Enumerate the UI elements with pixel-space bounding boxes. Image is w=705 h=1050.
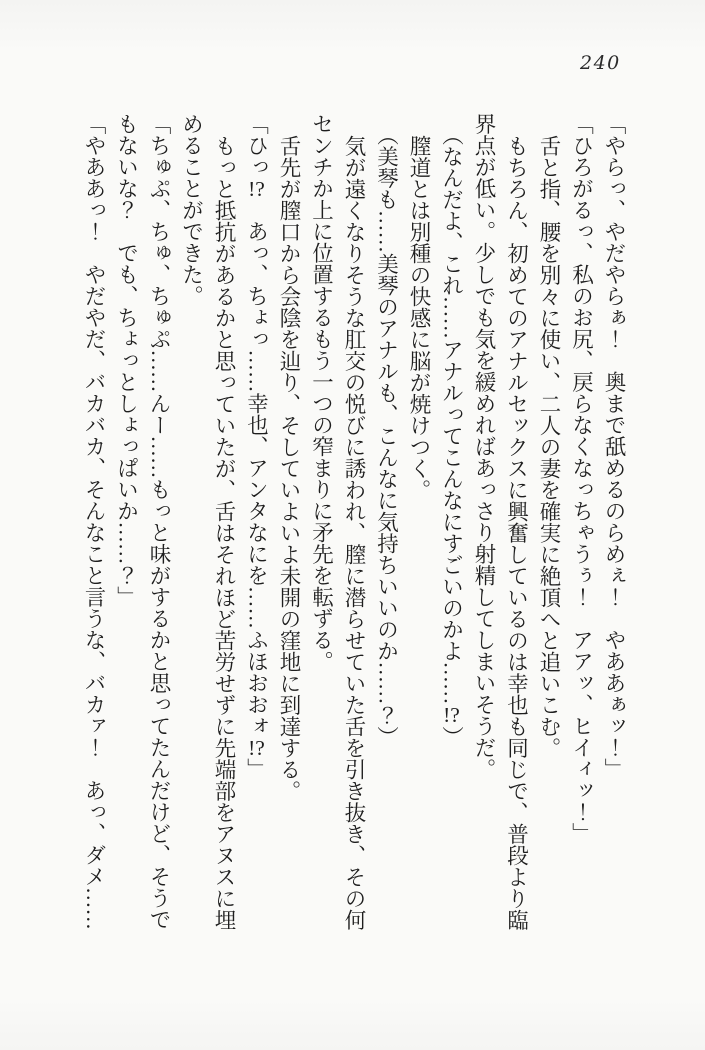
page-number: 240: [580, 52, 621, 74]
text-line: もちろん、初めてのアナルセックスに興奮しているのは幸也も同じで、普段より臨界点が低い。少しでも気を緩めればあっさり射精してしまいそうだ。: [472, 113, 529, 930]
text-line: 「ひろがるっ、私のお尻、戻らなくなっちゃうぅ！ アアッ、ヒイィッ！」: [569, 113, 594, 844]
text-line: 「やああっ！ やだやだ、バカバカ、そんなこと言うな、バカァ！ あっ、ダメ……: [82, 113, 106, 930]
text-line: 「やらっ、やだやらぁ！ 奥まで舐めるのらめぇ！ やああぁッ！」: [602, 113, 626, 780]
text-line: 膣道とは別種の快感に脳が焼けつく。: [407, 134, 431, 500]
text-line: もっと抵抗があるかと思っていたが、舌はそれほど苦労せずに先端部をアヌスに埋めることができた。: [179, 113, 236, 930]
text-line: （なんだよ、これ……アナルってこんなにすごいのかよ……!?）: [439, 123, 464, 748]
text-line: （美琴も……美琴のアナルも、こんなに気持ちいいのか……？）: [374, 123, 399, 748]
page-text-block: [78, 113, 631, 931]
text-line: 「ひっ!? あっ、ちょっ……幸也、アンタなにを……ふほおおォ!?」: [244, 113, 269, 780]
text-line: 舌先が膣口から会陰を辿り、そしていよいよ未開の窪地に到達する。: [277, 134, 301, 801]
text-line: 舌と指、腰を別々に使い、二人の妻を確実に絶頂へと追いこむ。: [537, 134, 561, 758]
text-line: 「ちゅぷ、ちゅ、ちゅぷ……んー……もっと味がするかと思ってたんだけど、そうでもないな？ でも、ちょっとしょっぱいか……？」: [114, 113, 171, 930]
text-line: 気が遠くなりそうな肛交の悦びに誘われ、膣に潜らせていた舌を引き抜き、その何センチか上に位置するもう一つの窄まりに矛先を転ずる。: [309, 113, 366, 930]
